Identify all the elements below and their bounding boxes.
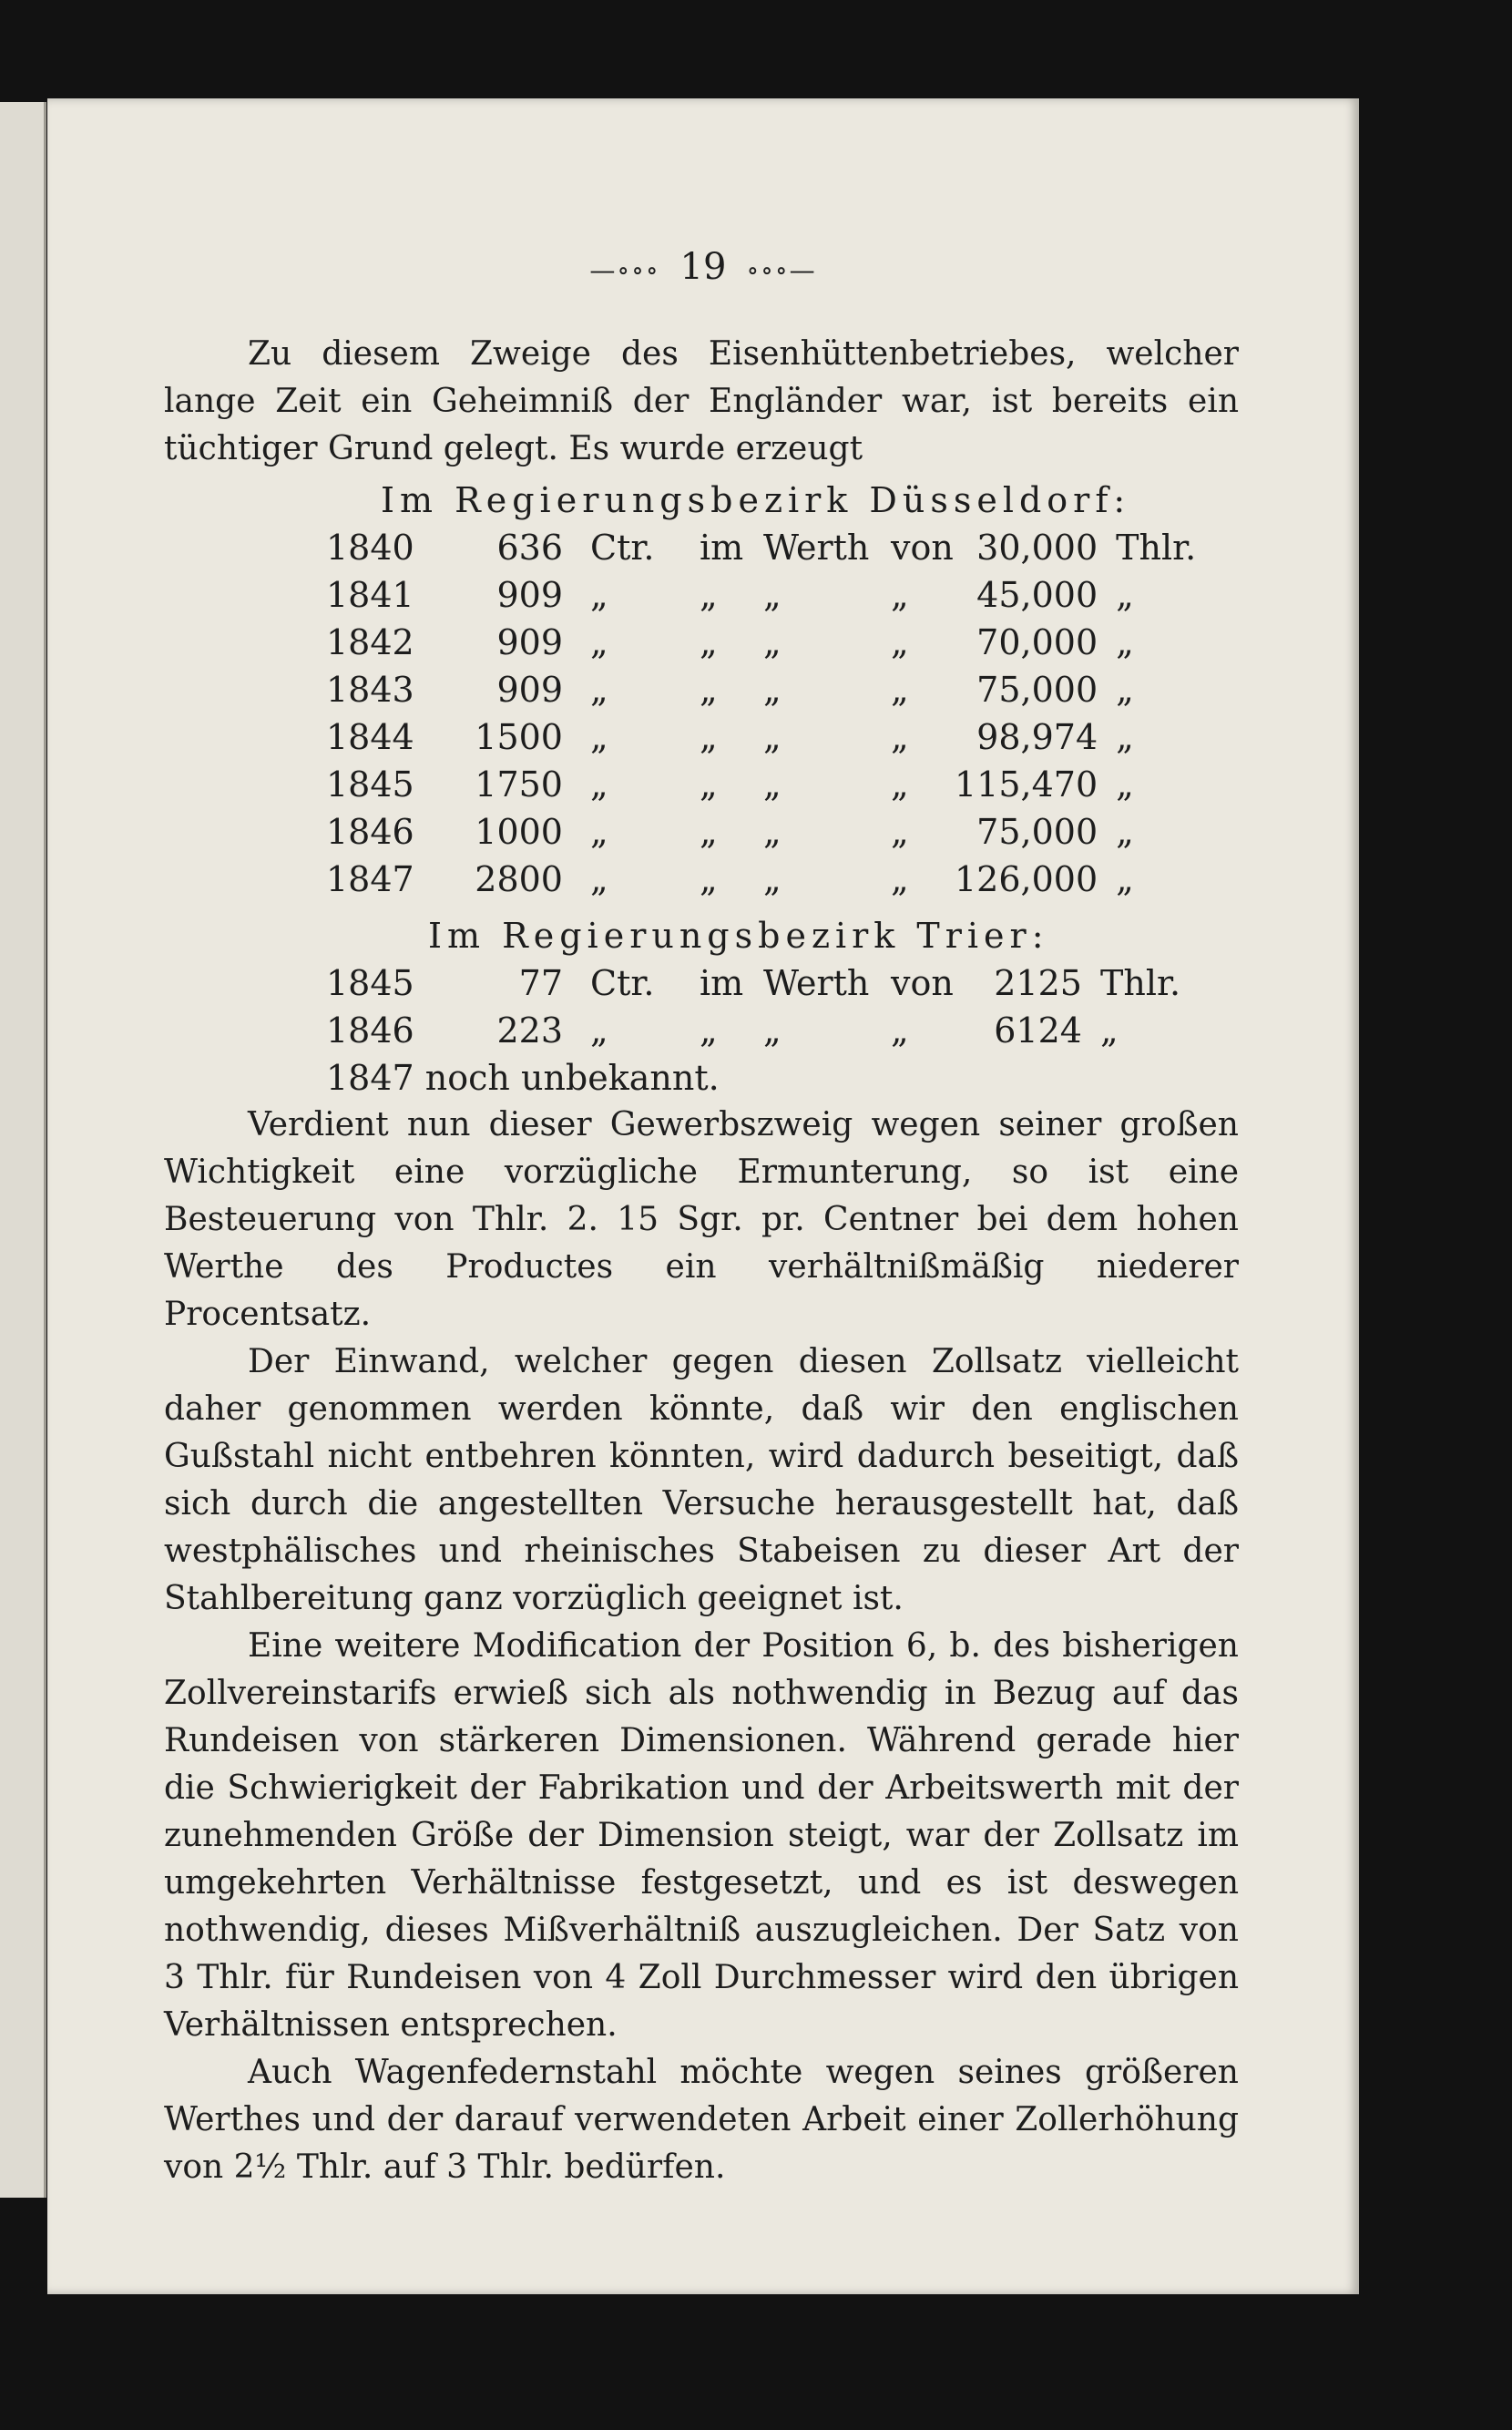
page-number-header	[47, 246, 1359, 288]
ornament-left: —∘∘∘	[589, 254, 660, 285]
cell-werth: Werth	[763, 528, 870, 568]
cell-year: 1842	[326, 622, 414, 662]
intro-paragraph: Zu diesem Zweige des Eisenhüttenbetriebes, welcher lange Zeit ein Geheimniß der Engländer war, ist bereits ein tüchtiger Grund gelegt. Es wurde erzeugt	[164, 335, 1239, 467]
cell-year: 1845	[326, 764, 414, 805]
cell-currency: „	[1116, 764, 1134, 805]
cell-value: 30,000	[976, 528, 1098, 568]
cell-werth: „	[763, 622, 782, 662]
cell-currency: Thlr.	[1100, 963, 1181, 1003]
cell-werth: „	[763, 812, 782, 852]
cell-year: 1844	[326, 717, 414, 757]
cell-year: 1846	[326, 1010, 414, 1051]
table-row	[164, 524, 1196, 571]
cell-im: „	[700, 717, 718, 757]
cell-werth: „	[763, 670, 782, 710]
cell-von: „	[891, 859, 909, 899]
section-heading-duesseldorf: Im Regierungsbezirk Düsseldorf:	[381, 480, 1131, 520]
cell-year: 1846	[326, 812, 414, 852]
cell-von: von	[891, 528, 954, 568]
cell-currency: Thlr.	[1116, 528, 1197, 568]
cell-unit: Ctr.	[590, 963, 655, 1003]
cell-im: im	[700, 528, 744, 568]
table-row	[164, 619, 1196, 666]
table-row	[164, 856, 1196, 903]
cell-unit: Ctr.	[590, 528, 655, 568]
cell-value: 75,000	[976, 812, 1098, 852]
cell-currency: „	[1116, 717, 1134, 757]
cell-im: „	[700, 1010, 718, 1051]
cell-year: 1845	[326, 963, 414, 1003]
production-table-trier	[164, 959, 1180, 1054]
cell-year: 1847	[326, 859, 414, 899]
cell-werth: „	[763, 859, 782, 899]
book-page	[47, 98, 1359, 2294]
facing-page-edge	[0, 102, 46, 2198]
cell-im: „	[700, 859, 718, 899]
cell-im: „	[700, 670, 718, 710]
cell-von: „	[891, 764, 909, 805]
table-row	[164, 1007, 1180, 1054]
cell-im: im	[700, 963, 744, 1003]
table-row	[164, 571, 1196, 619]
table-row	[164, 808, 1196, 856]
cell-qty: 77	[518, 963, 563, 1003]
cell-werth: Werth	[763, 963, 870, 1003]
cell-qty: 636	[496, 528, 563, 568]
production-table-duesseldorf	[164, 524, 1196, 903]
page-body	[164, 331, 1239, 2191]
cell-unit: „	[590, 717, 608, 757]
cell-im: „	[700, 575, 718, 615]
cell-im: „	[700, 622, 718, 662]
cell-unit: „	[590, 575, 608, 615]
cell-von: „	[891, 575, 909, 615]
cell-unit: „	[590, 622, 608, 662]
cell-von: „	[891, 717, 909, 757]
cell-qty: 223	[496, 1010, 563, 1051]
trier-note: 1847 noch unbekannt.	[326, 1058, 720, 1098]
cell-im: „	[700, 764, 718, 805]
table-row	[164, 713, 1196, 761]
cell-qty: 2800	[475, 859, 563, 899]
cell-year: 1843	[326, 670, 414, 710]
cell-von: „	[891, 1010, 909, 1051]
cell-unit: „	[590, 1010, 608, 1051]
cell-von: „	[891, 622, 909, 662]
cell-werth: „	[763, 1010, 782, 1051]
body-paragraph: Eine weitere Modification der Position 6, b. des bisherigen Zollvereinstarifs erwieß sich als nothwendig in Bezug auf das Rundeisen von stärkeren Dimensionen. Während gerade hier die Schwierigkeit der Fabrikation und der Arbeitswerth mit der zunehmenden Größe der Dimension steigt, war der Zollsatz im umgekehrten Verhältnisse festgesetzt, und es ist deswegen nothwendig, dieses Mißverhältniß auszugleichen. Der Satz von 3 Thlr. für Rundeisen von 4 Zoll Durchmesser wird den übrigen Verhältnissen entsprechen.	[164, 1627, 1239, 2044]
cell-unit: „	[590, 764, 608, 805]
body-paragraph: Verdient nun dieser Gewerbszweig wegen seiner großen Wichtigkeit eine vorzügliche Ermunterung, so ist eine Besteuerung von Thlr. 2. 15 Sgr. pr. Centner bei dem hohen Werthe des Productes ein verhältnißmäßig niederer Procentsatz.	[164, 1106, 1239, 1333]
cell-unit: „	[590, 812, 608, 852]
cell-value: 75,000	[976, 670, 1098, 710]
cell-currency: „	[1116, 622, 1134, 662]
cell-qty: 909	[496, 670, 563, 710]
cell-werth: „	[763, 575, 782, 615]
cell-year: 1841	[326, 575, 414, 615]
cell-value: 6124	[994, 1010, 1082, 1051]
section-heading-trier: Im Regierungsbezirk Trier:	[428, 916, 1049, 956]
body-paragraph: Der Einwand, welcher gegen diesen Zollsatz vielleicht daher genommen werden könnte, daß wir den englischen Gußstahl nicht entbehren könnten, wird dadurch beseitigt, daß sich durch die angestellten Versuche herausgestellt hat, daß westphälisches und rheinisches Stabeisen zu dieser Art der Stahlbereitung ganz vorzüglich geeignet ist.	[164, 1343, 1239, 1617]
cell-unit: „	[590, 670, 608, 710]
cell-value: 45,000	[976, 575, 1098, 615]
cell-value: 115,470	[955, 764, 1098, 805]
cell-qty: 1000	[475, 812, 563, 852]
cell-im: „	[700, 812, 718, 852]
cell-value: 70,000	[976, 622, 1098, 662]
cell-qty: 909	[496, 622, 563, 662]
cell-werth: „	[763, 764, 782, 805]
cell-value: 98,974	[976, 717, 1098, 757]
cell-currency: „	[1116, 575, 1134, 615]
cell-value: 126,000	[955, 859, 1098, 899]
cell-von: „	[891, 670, 909, 710]
cell-qty: 1750	[475, 764, 563, 805]
cell-werth: „	[763, 717, 782, 757]
body-paragraphs	[164, 1102, 1239, 2191]
body-paragraph: Auch Wagenfedernstahl möchte wegen seines größeren Werthes und der darauf verwendeten Arbeit einer Zollerhöhung von 2½ Thlr. auf 3 Thlr. bedürfen.	[164, 2054, 1239, 2186]
cell-currency: „	[1100, 1010, 1119, 1051]
cell-von: von	[891, 963, 954, 1003]
page-number: 19	[679, 246, 727, 288]
table-row	[164, 959, 1180, 1007]
cell-currency: „	[1116, 670, 1134, 710]
cell-year: 1840	[326, 528, 414, 568]
cell-qty: 909	[496, 575, 563, 615]
ornament-right: ∘∘∘—	[746, 254, 817, 285]
cell-currency: „	[1116, 859, 1134, 899]
table-row	[164, 666, 1196, 713]
cell-unit: „	[590, 859, 608, 899]
cell-currency: „	[1116, 812, 1134, 852]
cell-qty: 1500	[475, 717, 563, 757]
cell-value: 2125	[994, 963, 1082, 1003]
table-row	[164, 761, 1196, 808]
cell-von: „	[891, 812, 909, 852]
